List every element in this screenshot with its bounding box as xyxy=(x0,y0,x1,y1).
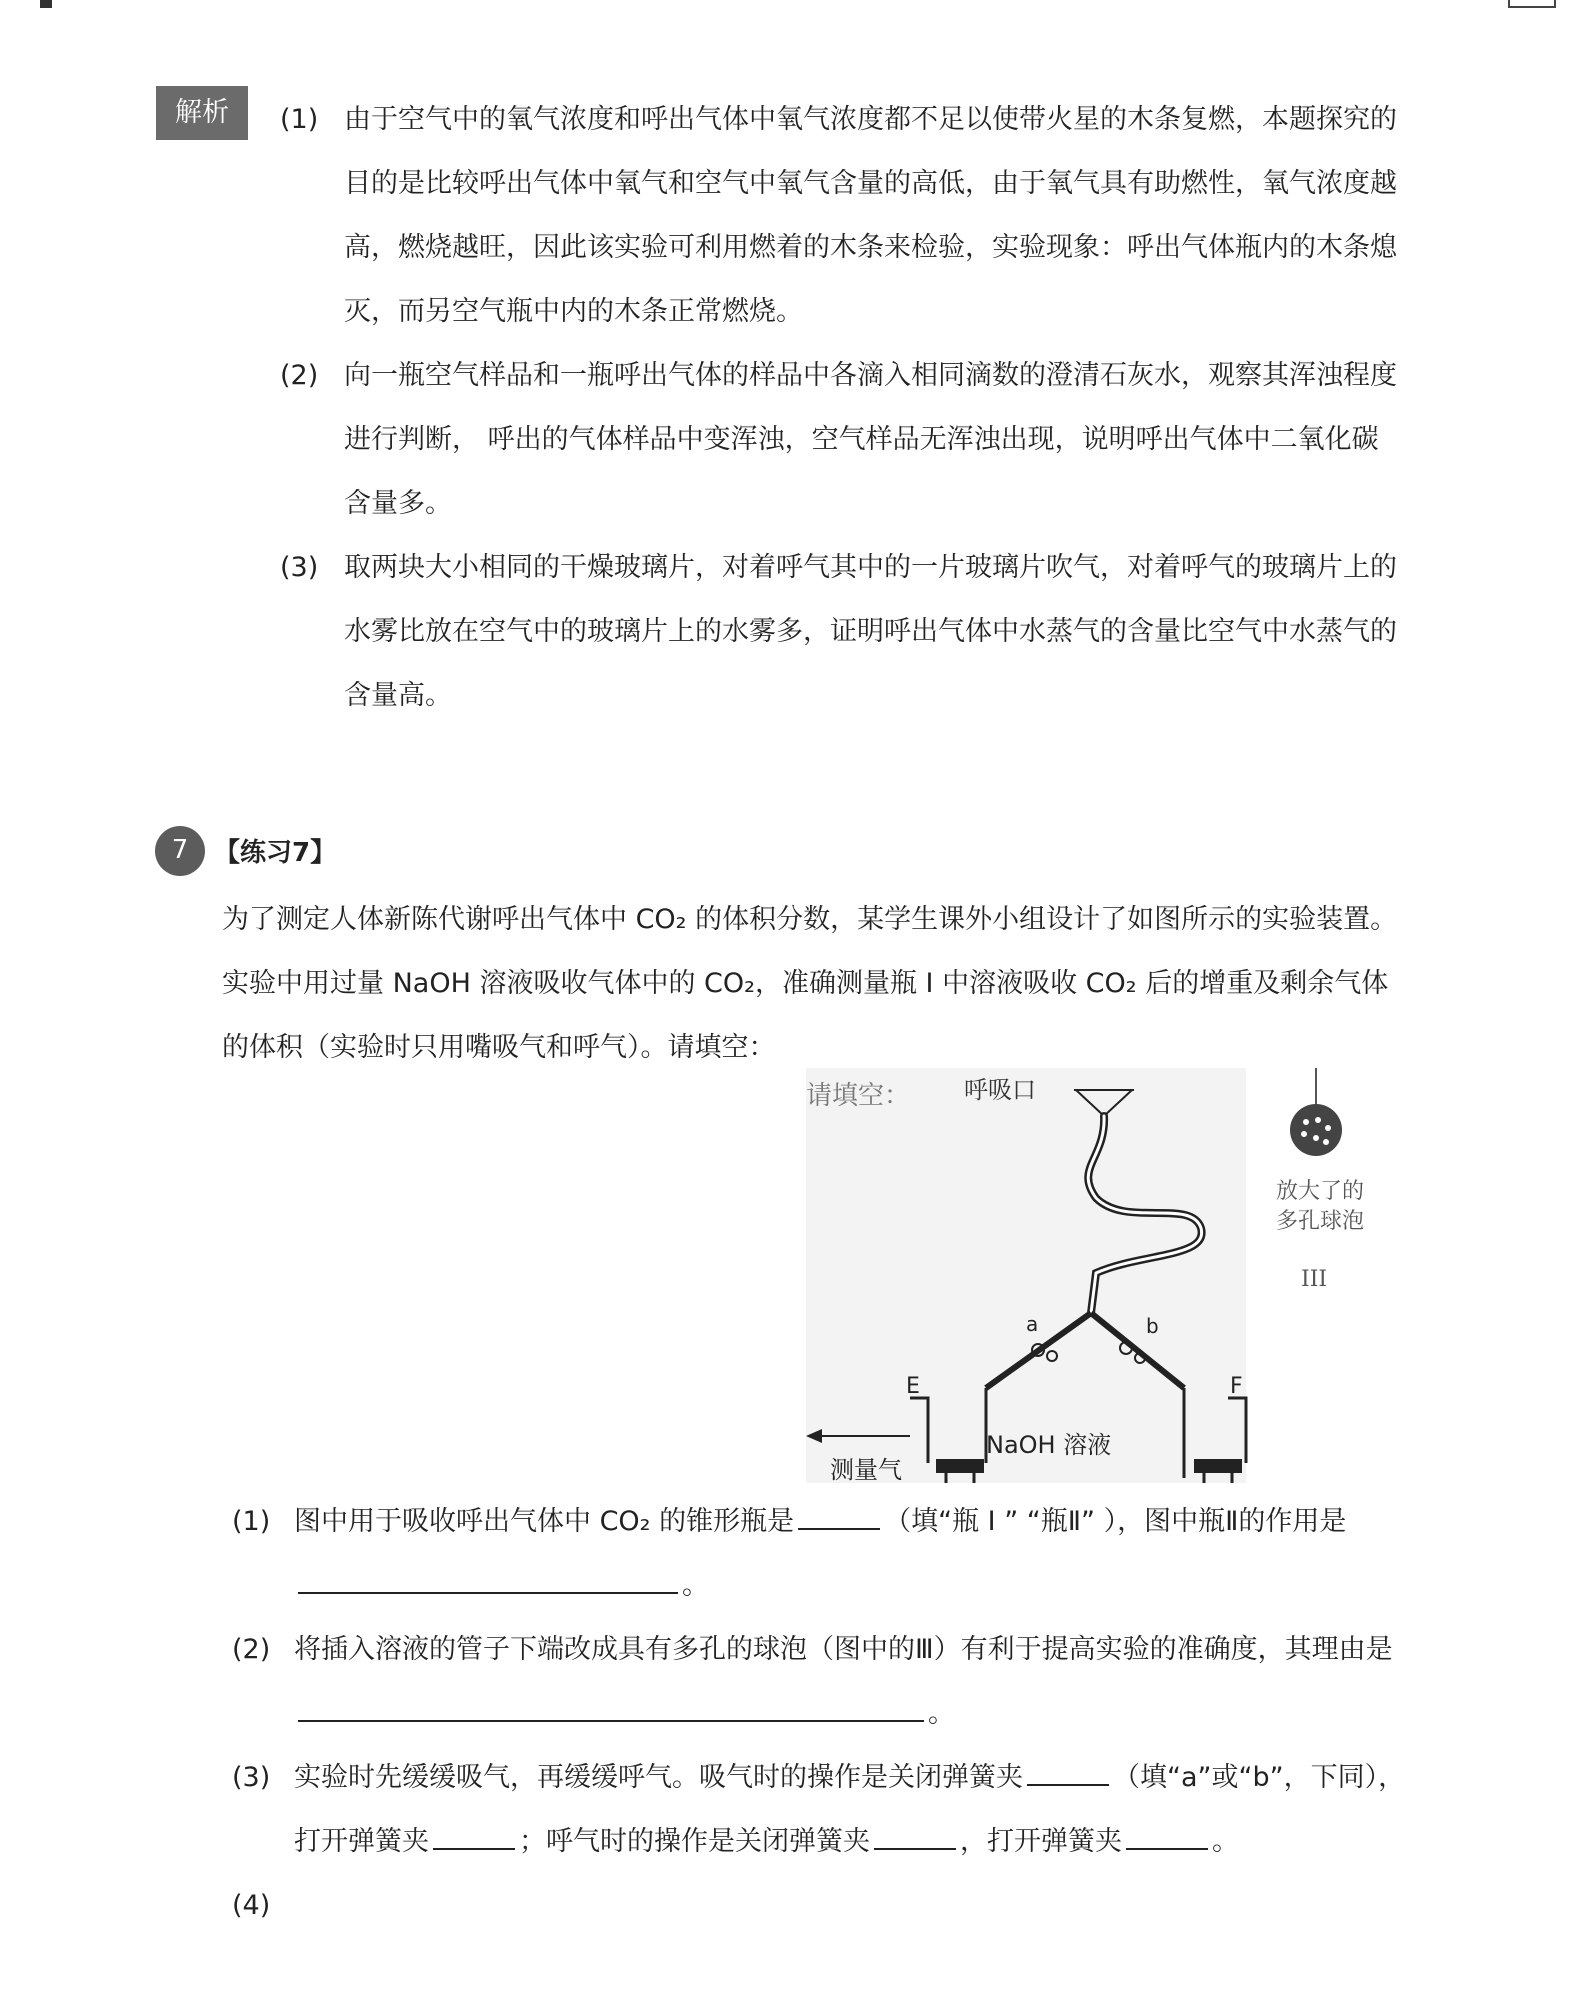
q2-text-a: 将插入溶液的管子下端改成具有多孔的球泡（图中的Ⅲ）有利于提高实验的准确度，其理由是 xyxy=(294,1634,1393,1665)
q1-text-c: 。 xyxy=(682,1570,709,1601)
q3-text-e: 。 xyxy=(1212,1826,1239,1857)
subquestion-1 xyxy=(232,1490,1412,1618)
answer-blank[interactable] xyxy=(1027,1760,1109,1786)
figure-iii-label: III xyxy=(1301,1267,1328,1292)
clip-a-label: a xyxy=(1026,1312,1039,1336)
page-corner-mark xyxy=(40,0,52,8)
page-corner-mark-right xyxy=(1508,0,1556,8)
mouth-label: 呼吸口 xyxy=(964,1076,1036,1104)
porous-bulb-label-line2: 多孔球泡 xyxy=(1276,1209,1365,1234)
answer-blank[interactable] xyxy=(874,1824,956,1850)
porous-bulb-icon xyxy=(1290,1068,1342,1156)
naoh-solution-label: NaOH 溶液 xyxy=(986,1431,1112,1459)
subquestion-number: (4) xyxy=(232,1890,271,1921)
q1-text-a: 图中用于吸收呼出气体中 CO₂ 的锥形瓶是 xyxy=(294,1506,795,1537)
answer-blank[interactable] xyxy=(298,1568,678,1594)
subquestion-3 xyxy=(232,1746,1412,1874)
q3-text-c: ；呼气时的操作是关闭弹簧夹 xyxy=(519,1826,870,1857)
apparatus-figure xyxy=(806,1068,1406,1483)
subquestion-2 xyxy=(232,1618,1412,1746)
answer-blank[interactable] xyxy=(433,1824,515,1850)
item-text: 向一瓶空气样品和一瓶呼出气体的样品中各滴入相同滴数的澄清石灰水，观察其浑浊程度进行判断， 呼出的气体样品中变浑浊，空气样品无浑浊出现，说明呼出气体中二氧化碳含量多。 xyxy=(344,360,1397,519)
q2-text-b: 。 xyxy=(928,1698,955,1729)
analysis-section xyxy=(280,88,1400,728)
analysis-item xyxy=(280,88,1400,344)
q3-text-b: （填“a”或“b”，下同），打开弹簧夹 xyxy=(294,1762,1406,1857)
flask1-stopper xyxy=(936,1459,984,1473)
flask2-stopper xyxy=(1194,1459,1242,1473)
answer-blank[interactable] xyxy=(298,1696,924,1722)
item-number: (1) xyxy=(280,104,319,135)
item-number: (2) xyxy=(280,360,319,391)
answer-blank[interactable] xyxy=(1126,1824,1208,1850)
figure-background xyxy=(806,1068,1246,1483)
item-number: (3) xyxy=(280,552,319,583)
analysis-item xyxy=(280,536,1400,728)
measure-label-line1: 测量气 xyxy=(830,1456,902,1483)
analysis-tag: 解析 xyxy=(156,86,248,140)
subquestion-number: (1) xyxy=(232,1506,271,1537)
exercise-title: 【练习7】 xyxy=(214,838,337,868)
subquestions xyxy=(232,1490,1412,1921)
answer-blank[interactable] xyxy=(798,1504,880,1530)
q1-text-b: （填“瓶 I ” “瓶Ⅱ” ），图中瓶Ⅱ的作用是 xyxy=(884,1506,1347,1537)
port-f-label: F xyxy=(1230,1374,1243,1399)
q3-text-d: ，打开弹簧夹 xyxy=(960,1826,1122,1857)
subquestion-number: (2) xyxy=(232,1634,271,1665)
exercise-number-badge: 7 xyxy=(155,826,205,876)
apparatus-diagram xyxy=(806,1068,1406,1483)
analysis-item xyxy=(280,344,1400,536)
exercise-question: 为了测定人体新陈代谢呼出气体中 CO₂ 的体积分数，某学生课外小组设计了如图所示的实验装置。实验中用过量 NaOH 溶液吸收气体中的 CO₂，准确测量瓶 I 中溶液吸收 CO₂ 后的增重及剩余气体的体积（实验时只用嘴吸气和呼气）。请填空： xyxy=(222,904,1398,1063)
subquestion-number: (3) xyxy=(232,1762,271,1793)
port-e-label: E xyxy=(906,1374,920,1399)
clip-b-label: b xyxy=(1146,1314,1159,1338)
item-text: 由于空气中的氧气浓度和呼出气体中氧气浓度都不足以使带火星的木条复燃，本题探究的目的是比较呼出气体中氧气和空气中氧气含量的高低，由于氧气具有助燃性，氧气浓度越高，燃烧越旺，因此该实验可利用燃着的木条来检验，实验现象：呼出气体瓶内的木条熄灭，而另空气瓶中内的木条正常燃烧。 xyxy=(344,104,1397,327)
q3-text-a: 实验时先缓缓吸气，再缓缓呼气。吸气时的操作是关闭弹簧夹 xyxy=(294,1762,1023,1793)
item-text: 取两块大小相同的干燥玻璃片，对着呼气其中的一片玻璃片吹气，对着呼气的玻璃片上的水雾比放在空气中的玻璃片上的水雾多，证明呼出气体中水蒸气的含量比空气中水蒸气的含量高。 xyxy=(344,552,1397,711)
figure-corner-text: 请填空： xyxy=(806,1081,911,1111)
porous-bulb-label-line1: 放大了的 xyxy=(1276,1179,1365,1204)
